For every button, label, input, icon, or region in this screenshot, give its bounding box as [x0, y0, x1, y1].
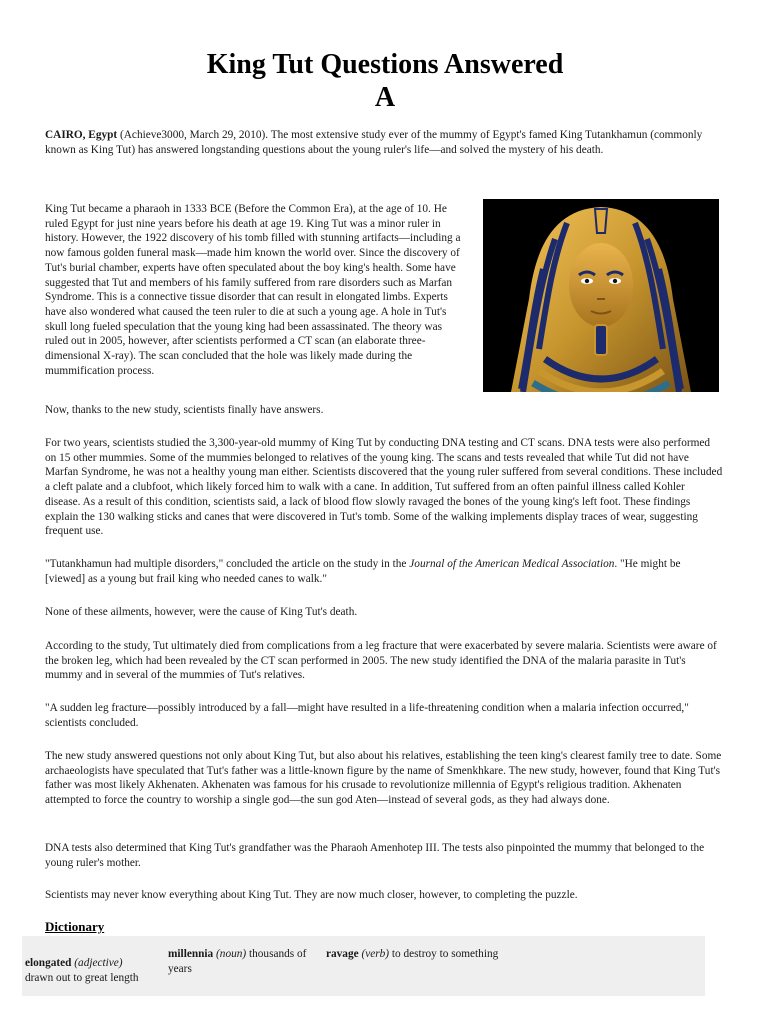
dictionary-entry-elongated: [25, 956, 165, 986]
entry-definition: drawn out to great length: [25, 972, 139, 984]
intro-paragraph: [45, 128, 723, 157]
entry-definition: to destroy to something: [391, 948, 499, 960]
title-line-2: A: [374, 82, 396, 113]
entry-pos: (noun): [216, 948, 247, 960]
paragraph-7: "A sudden leg fracture—possibly introduced by a fall—might have resulted in a life-threatening condition when a malaria infection occurred," scientists concluded.: [45, 702, 689, 729]
paragraph-1: King Tut became a pharaoh in 1333 BCE (Before the Common Era), at the age of 10. He ruled Egypt for just nine years before his death at age 19. King Tut was a minor ruler in history. However, the 1922 discovery of his tomb filled with stunning artifacts—including a now famous golden funeral mask—made him known the world over. Since the discovery of Tut's burial chamber, experts have often speculated about the boy king's health. Some have suggested that Tut and members of his family suffered from rare disorders such as Marfan Syndrome. This is a connective tissue disorder that can result in elongated limbs. Experts have also wondered what caused the teen ruler to die at such a young age. A hole in Tut's skull long fueled speculation that the young king had been assassinated. The theory was ruled out in 2005, however, after scientists performed a CT scan (an elaborate three-dimensional X-ray). The scan concluded that the hole was likely made during the mummification process.: [45, 203, 461, 377]
dictionary-entry-millennia: [168, 947, 328, 977]
dateline: CAIRO, Egypt: [45, 129, 118, 141]
king-tut-mask-image: [483, 199, 719, 392]
article-title: [0, 48, 770, 114]
entry-pos: (verb): [361, 948, 390, 960]
journal-name: Journal of the American Medical Association: [409, 558, 615, 570]
entry-definition: thousands of years: [168, 948, 307, 975]
paragraph-4: [45, 557, 723, 586]
paragraph-9: DNA tests also determined that King Tut's grandfather was the Pharaoh Amenhotep III. The tests also pinpointed the mummy that belonged to the young ruler's mother.: [45, 842, 705, 869]
entry-term: elongated: [25, 957, 72, 969]
paragraph-10: Scientists may never know everything about King Tut. They are now much closer, however, to completing the puzzle.: [45, 889, 578, 901]
paragraph-8: The new study answered questions not only about King Tut, but also about his relatives, establishing the teen king's clearest family tree to date. Some archaeologists have speculated that Tut's father was a little-known figure by the name of Smenkhkare. The new study, however, found that King Tut's father was most likely Akhenaten. Akhenaten was famous for his crusade to revolutionize millennia of Egypt's religious tradition. Akhenaten attempted to force the country to worship a single god—the sun god Aten—instead of several gods, as they had always done.: [45, 750, 722, 807]
entry-term: ravage: [326, 948, 359, 960]
entry-pos: (adjective): [74, 957, 123, 969]
entry-term: millennia: [168, 948, 214, 960]
paragraph-3: For two years, scientists studied the 3,300-year-old mummy of King Tut by conducting DNA testing and CT scans. DNA tests were also performed on 15 other mummies. Some of the mummies belonged to relatives of the young king. The scans and tests revealed that while Tut did not have Marfan Syndrome, he was not a healthy young man either. Scientists discovered that the young ruler suffered from several conditions. These included a cleft palate and a clubfoot, which likely forced him to walk with a cane. In addition, Tut suffered from an often painful illness called Kohler disease. As a result of this condition, scientists said, a lack of blood flow slowly ravaged the bones of the young king's left foot. These findings explain the 130 walking sticks and canes that were discovered in Tut's tomb. Some of the walking implements display traces of wear, suggesting frequent use.: [45, 437, 723, 538]
quote-text-a: "Tutankhamun had multiple disorders," concluded the article on the study in the: [45, 558, 410, 570]
paragraph-5: None of these ailments, however, were the cause of King Tut's death.: [45, 606, 358, 618]
paragraph-2: Now, thanks to the new study, scientists finally have answers.: [45, 404, 324, 416]
golden-mask-illustration: [483, 199, 719, 392]
paragraph-6: According to the study, Tut ultimately died from complications from a leg fracture that were exacerbated by severe malaria. Scientists were aware of the broken leg, which had been revealed by the CT scan performed in 2005. The new study identified the DNA of the malaria parasite in Tut's mummy and in several of the mummies of Tut's relatives.: [45, 640, 717, 682]
dictionary-box: [22, 936, 705, 996]
dictionary-heading: Dictionary: [45, 919, 105, 934]
dictionary-entry-ravage: [326, 947, 546, 962]
intro-text: (Achieve3000, March 29, 2010). The most extensive study ever of the mummy of Egypt's famed King Tutankhamun (commonly known as King Tut) has answered longstanding questions about the young ruler's life—and solved the mystery of his death.: [45, 129, 703, 156]
quote-text-b: . "He might be [viewed] as a young but frail king who needed canes to walk.": [45, 558, 681, 585]
title-line-1: King Tut Questions Answered: [206, 49, 564, 80]
